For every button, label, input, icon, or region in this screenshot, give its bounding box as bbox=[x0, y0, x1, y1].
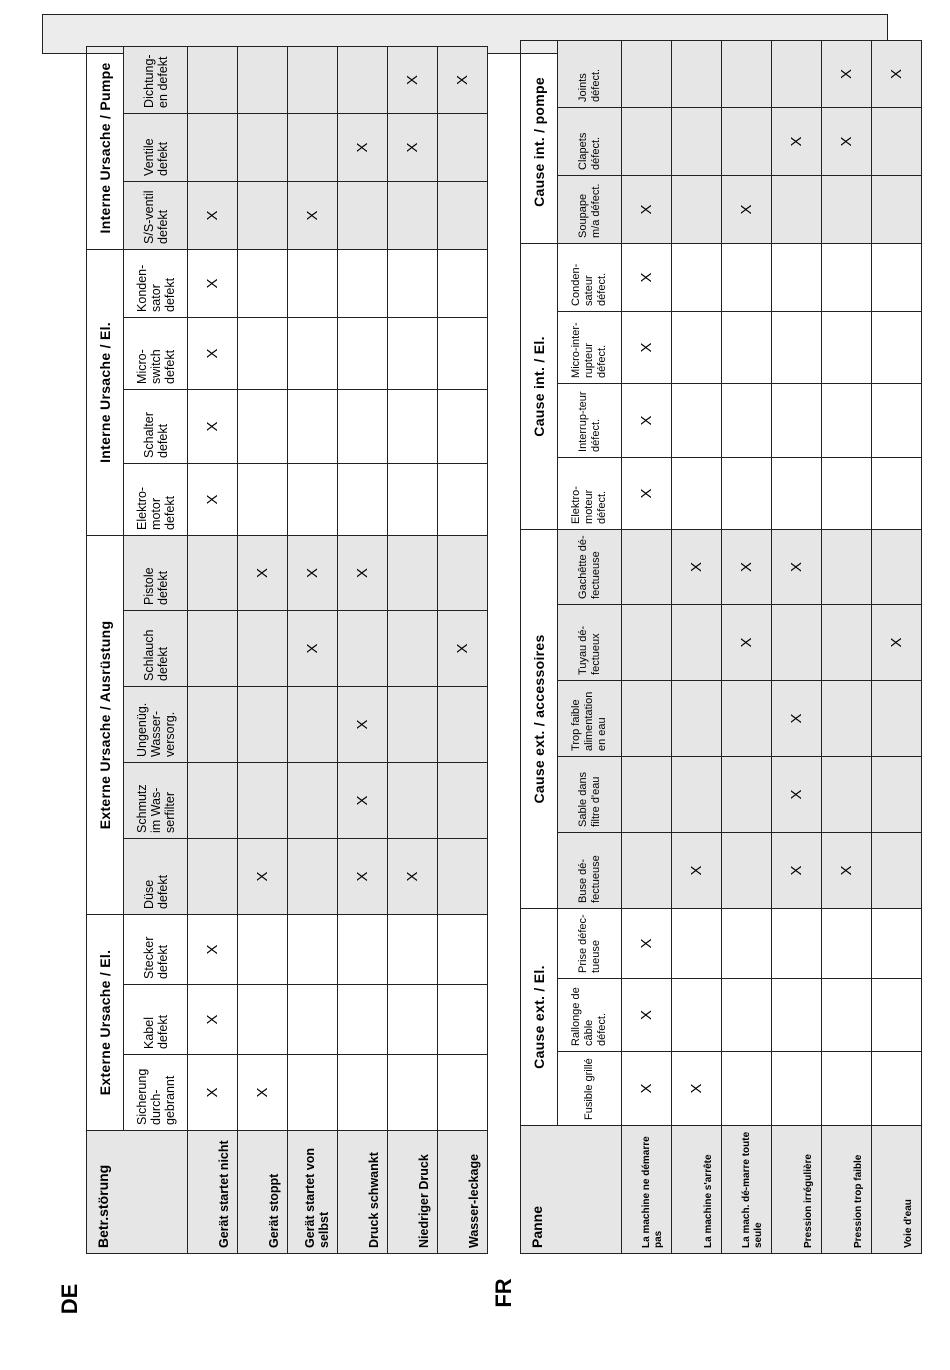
column-header: Ungenüg. Wasser-versorg. bbox=[124, 686, 188, 762]
cause-mark bbox=[238, 610, 288, 686]
cause-mark bbox=[822, 1052, 872, 1126]
cause-mark: X bbox=[288, 610, 338, 686]
cause-mark: X bbox=[188, 317, 238, 389]
cause-mark bbox=[772, 908, 822, 978]
cause-mark bbox=[672, 40, 722, 107]
cause-mark: X bbox=[622, 1052, 672, 1126]
column-header: Kabel defekt bbox=[124, 985, 188, 1055]
cause-mark bbox=[622, 529, 672, 604]
cause-mark: X bbox=[338, 838, 388, 914]
cause-mark bbox=[622, 107, 672, 175]
troubleshooting-table-fr bbox=[520, 68, 917, 1254]
cause-mark bbox=[238, 389, 288, 463]
column-header: Joints défect. bbox=[558, 40, 622, 107]
cause-mark bbox=[672, 107, 722, 175]
cause-mark bbox=[672, 908, 722, 978]
column-header: Micro-switch defekt bbox=[124, 317, 188, 389]
cause-mark: X bbox=[822, 40, 872, 107]
fault-label: Gerät startet von selbst bbox=[288, 1131, 338, 1254]
cause-mark bbox=[822, 529, 872, 604]
cause-mark bbox=[872, 457, 922, 529]
cause-mark bbox=[872, 680, 922, 756]
cause-mark: X bbox=[238, 1055, 288, 1131]
cause-mark bbox=[288, 686, 338, 762]
column-header: Pistole defekt bbox=[124, 535, 188, 610]
cause-mark bbox=[872, 832, 922, 908]
cause-mark bbox=[622, 832, 672, 908]
cause-mark bbox=[672, 457, 722, 529]
column-header: Conden-sateur défect. bbox=[558, 243, 622, 311]
cause-mark bbox=[622, 756, 672, 832]
cause-mark bbox=[188, 686, 238, 762]
cause-mark bbox=[438, 181, 488, 249]
cause-mark bbox=[288, 838, 338, 914]
column-header: Sicherung durch-gebrannt bbox=[124, 1055, 188, 1131]
cause-mark bbox=[722, 243, 772, 311]
cause-mark bbox=[872, 383, 922, 457]
table-row bbox=[872, 40, 922, 1253]
cause-mark: X bbox=[622, 175, 672, 243]
cause-mark bbox=[288, 317, 338, 389]
cause-mark bbox=[772, 979, 822, 1052]
cause-mark bbox=[622, 604, 672, 680]
cause-mark bbox=[238, 686, 288, 762]
cause-mark bbox=[772, 1052, 822, 1126]
cause-mark bbox=[672, 756, 722, 832]
cause-mark: X bbox=[872, 604, 922, 680]
cause-mark bbox=[188, 838, 238, 914]
cause-mark bbox=[722, 979, 772, 1052]
cause-mark bbox=[672, 243, 722, 311]
cause-mark: X bbox=[772, 832, 822, 908]
cause-mark bbox=[822, 457, 872, 529]
cause-mark bbox=[672, 604, 722, 680]
cause-mark: X bbox=[438, 610, 488, 686]
cause-mark bbox=[388, 762, 438, 838]
cause-mark bbox=[438, 914, 488, 984]
cause-mark bbox=[822, 680, 872, 756]
fault-label: Gerät startet nicht bbox=[188, 1131, 238, 1254]
table-row bbox=[338, 46, 388, 1253]
cause-mark bbox=[188, 610, 238, 686]
cause-mark bbox=[672, 979, 722, 1052]
cause-mark bbox=[872, 311, 922, 383]
cause-mark bbox=[338, 914, 388, 984]
column-header: Dichtung-en defekt bbox=[124, 46, 188, 113]
cause-mark: X bbox=[622, 243, 672, 311]
cause-mark bbox=[388, 914, 438, 984]
cause-mark: X bbox=[772, 680, 822, 756]
cause-mark: X bbox=[238, 838, 288, 914]
cause-mark bbox=[438, 838, 488, 914]
column-header: Elektro-moteur défect. bbox=[558, 457, 622, 529]
cause-mark: X bbox=[388, 113, 438, 181]
cause-mark: X bbox=[388, 46, 438, 113]
cause-mark bbox=[388, 686, 438, 762]
fault-label: Pression irrégulière bbox=[772, 1126, 822, 1254]
cause-mark bbox=[722, 756, 772, 832]
cause-mark bbox=[338, 181, 388, 249]
cause-mark bbox=[388, 535, 438, 610]
cause-mark: X bbox=[772, 529, 822, 604]
cause-mark bbox=[438, 249, 488, 317]
cause-mark: X bbox=[338, 762, 388, 838]
fault-label: La machine ne démarre pas bbox=[622, 1126, 672, 1254]
cause-mark bbox=[438, 535, 488, 610]
cause-mark bbox=[238, 985, 288, 1055]
cause-mark bbox=[188, 535, 238, 610]
cause-mark: X bbox=[188, 181, 238, 249]
table-row bbox=[822, 40, 872, 1253]
group-header: Interne Ursache / El. bbox=[87, 249, 124, 535]
table-row bbox=[438, 46, 488, 1253]
cause-mark: X bbox=[622, 979, 672, 1052]
cause-mark: X bbox=[722, 175, 772, 243]
cause-mark bbox=[438, 762, 488, 838]
cause-mark bbox=[722, 680, 772, 756]
cause-mark: X bbox=[238, 535, 288, 610]
cause-mark bbox=[388, 249, 438, 317]
column-header: Schlauch defekt bbox=[124, 610, 188, 686]
cause-mark bbox=[822, 311, 872, 383]
cause-mark: X bbox=[672, 832, 722, 908]
group-header: Cause ext. / accessoires bbox=[521, 529, 558, 908]
cause-mark: X bbox=[672, 529, 722, 604]
cause-mark bbox=[872, 979, 922, 1052]
cause-mark bbox=[772, 311, 822, 383]
fault-label: Wasser-leckage bbox=[438, 1131, 488, 1254]
cause-mark bbox=[388, 317, 438, 389]
cause-mark: X bbox=[872, 40, 922, 107]
cause-mark: X bbox=[288, 181, 338, 249]
cause-mark bbox=[238, 463, 288, 535]
cause-mark bbox=[722, 40, 772, 107]
cause-mark bbox=[872, 175, 922, 243]
corner-header: Panne bbox=[521, 1126, 622, 1254]
column-header: Micro-inter-rupteur défect. bbox=[558, 311, 622, 383]
column-header: Trop faible alimentation en eau bbox=[558, 680, 622, 756]
column-header: Clapets défect. bbox=[558, 107, 622, 175]
cause-mark bbox=[438, 686, 488, 762]
column-header: Düse defekt bbox=[124, 838, 188, 914]
cause-mark bbox=[622, 40, 672, 107]
cause-mark bbox=[238, 762, 288, 838]
cause-mark: X bbox=[288, 535, 338, 610]
column-header: Fusible grillé bbox=[558, 1052, 622, 1126]
cause-mark bbox=[388, 1055, 438, 1131]
cause-mark: X bbox=[188, 1055, 238, 1131]
fault-label: La mach. dé-marre toute seule bbox=[722, 1126, 772, 1254]
group-header: Interne Ursache / Pumpe bbox=[87, 46, 124, 249]
cause-mark bbox=[822, 175, 872, 243]
group-header: Cause int. / pompe bbox=[521, 40, 558, 243]
cause-mark bbox=[622, 680, 672, 756]
cause-mark bbox=[772, 457, 822, 529]
fault-label: Niedriger Druck bbox=[388, 1131, 438, 1254]
column-header: Buse dé-fectueuse bbox=[558, 832, 622, 908]
column-header: Elektro-motor defekt bbox=[124, 463, 188, 535]
cause-mark bbox=[288, 914, 338, 984]
cause-mark bbox=[238, 113, 288, 181]
cause-mark bbox=[822, 604, 872, 680]
cause-mark bbox=[288, 985, 338, 1055]
cause-mark: X bbox=[338, 686, 388, 762]
cause-mark: X bbox=[722, 604, 772, 680]
cause-mark: X bbox=[622, 908, 672, 978]
cause-mark bbox=[338, 317, 388, 389]
cause-mark bbox=[438, 113, 488, 181]
cause-mark bbox=[338, 46, 388, 113]
cause-mark bbox=[238, 317, 288, 389]
cause-mark bbox=[822, 908, 872, 978]
column-header: Ventile defekt bbox=[124, 113, 188, 181]
group-header: Externe Ursache / El. bbox=[87, 914, 124, 1130]
cause-mark: X bbox=[188, 389, 238, 463]
cause-mark: X bbox=[188, 463, 238, 535]
cause-mark bbox=[872, 529, 922, 604]
cause-mark bbox=[772, 383, 822, 457]
cause-mark bbox=[722, 832, 772, 908]
cause-mark bbox=[188, 113, 238, 181]
cause-mark: X bbox=[438, 46, 488, 113]
cause-mark bbox=[338, 610, 388, 686]
cause-mark bbox=[188, 46, 238, 113]
cause-mark bbox=[872, 908, 922, 978]
table-row bbox=[722, 40, 772, 1253]
cause-mark bbox=[238, 181, 288, 249]
cause-mark bbox=[438, 463, 488, 535]
cause-mark: X bbox=[672, 1052, 722, 1126]
cause-mark bbox=[772, 604, 822, 680]
cause-mark: X bbox=[622, 457, 672, 529]
cause-mark bbox=[288, 389, 338, 463]
cause-mark bbox=[672, 383, 722, 457]
cause-mark bbox=[872, 107, 922, 175]
cause-mark bbox=[388, 985, 438, 1055]
table-row bbox=[772, 40, 822, 1253]
cause-mark bbox=[338, 463, 388, 535]
cause-mark bbox=[722, 311, 772, 383]
cause-mark bbox=[288, 46, 338, 113]
cause-mark: X bbox=[188, 985, 238, 1055]
column-header: Schmutz im Was-serfilter bbox=[124, 762, 188, 838]
cause-mark bbox=[772, 175, 822, 243]
fault-label: Druck schwankt bbox=[338, 1131, 388, 1254]
fault-label: Voie d'eau bbox=[872, 1126, 922, 1254]
group-header: Cause int. / El. bbox=[521, 243, 558, 529]
cause-mark bbox=[722, 107, 772, 175]
table-row bbox=[388, 46, 438, 1253]
cause-mark bbox=[772, 40, 822, 107]
cause-mark: X bbox=[722, 529, 772, 604]
cause-mark: X bbox=[388, 838, 438, 914]
cause-mark bbox=[288, 463, 338, 535]
column-header: Stecker defekt bbox=[124, 914, 188, 984]
cause-mark bbox=[772, 243, 822, 311]
cause-mark bbox=[288, 113, 338, 181]
column-header: Soupape m/a défect. bbox=[558, 175, 622, 243]
cause-mark bbox=[188, 762, 238, 838]
column-header: Prise défec-tueuse bbox=[558, 908, 622, 978]
cause-mark bbox=[872, 243, 922, 311]
cause-mark: X bbox=[188, 914, 238, 984]
column-header: Interrup-teur défect. bbox=[558, 383, 622, 457]
fault-label: La machine s'arrête bbox=[672, 1126, 722, 1254]
cause-mark bbox=[822, 383, 872, 457]
cause-mark bbox=[672, 175, 722, 243]
column-header: Sable dans filtre d'eau bbox=[558, 756, 622, 832]
corner-header: Betr.störung bbox=[87, 1131, 188, 1254]
cause-mark bbox=[238, 46, 288, 113]
cause-mark bbox=[722, 457, 772, 529]
cause-mark bbox=[438, 985, 488, 1055]
column-header: Schalter defekt bbox=[124, 389, 188, 463]
column-header: Gachêtte dé-fectueuse bbox=[558, 529, 622, 604]
cause-mark bbox=[288, 762, 338, 838]
table-row bbox=[622, 40, 672, 1253]
cause-mark: X bbox=[622, 311, 672, 383]
cause-mark bbox=[238, 914, 288, 984]
cause-mark bbox=[388, 610, 438, 686]
cause-mark: X bbox=[822, 832, 872, 908]
table-row bbox=[238, 46, 288, 1253]
troubleshooting-table-de bbox=[86, 54, 483, 1254]
cause-mark bbox=[288, 1055, 338, 1131]
group-header: Externe Ursache / Ausrüstung bbox=[87, 535, 124, 914]
cause-mark bbox=[822, 756, 872, 832]
cause-mark bbox=[872, 756, 922, 832]
cause-mark bbox=[722, 1052, 772, 1126]
cause-mark bbox=[672, 311, 722, 383]
cause-mark: X bbox=[338, 535, 388, 610]
cause-mark bbox=[822, 243, 872, 311]
cause-mark: X bbox=[772, 756, 822, 832]
cause-mark bbox=[388, 463, 438, 535]
table-row bbox=[672, 40, 722, 1253]
cause-mark: X bbox=[772, 107, 822, 175]
cause-mark: X bbox=[188, 249, 238, 317]
cause-mark bbox=[438, 317, 488, 389]
cause-mark: X bbox=[338, 113, 388, 181]
cause-mark bbox=[338, 389, 388, 463]
column-header: Konden-sator defekt bbox=[124, 249, 188, 317]
cause-mark bbox=[822, 979, 872, 1052]
fault-label: Gerät stoppt bbox=[238, 1131, 288, 1254]
cause-mark bbox=[288, 249, 338, 317]
cause-mark bbox=[338, 249, 388, 317]
cause-mark: X bbox=[822, 107, 872, 175]
table-row bbox=[288, 46, 338, 1253]
column-header: Rallonge de câble défect. bbox=[558, 979, 622, 1052]
cause-mark bbox=[388, 389, 438, 463]
cause-mark bbox=[722, 383, 772, 457]
cause-mark: X bbox=[622, 383, 672, 457]
cause-mark bbox=[872, 1052, 922, 1126]
column-header: Tuyau dé-fectueux bbox=[558, 604, 622, 680]
cause-mark bbox=[238, 249, 288, 317]
cause-mark bbox=[388, 181, 438, 249]
table-row bbox=[188, 46, 238, 1253]
cause-mark bbox=[338, 1055, 388, 1131]
cause-mark bbox=[672, 680, 722, 756]
fault-label: Pression trop faible bbox=[822, 1126, 872, 1254]
section-label-de: DE bbox=[57, 1283, 82, 1315]
section-label-fr: FR bbox=[491, 1278, 516, 1308]
cause-mark bbox=[438, 1055, 488, 1131]
cause-mark bbox=[338, 985, 388, 1055]
group-header: Cause ext. / El. bbox=[521, 908, 558, 1125]
cause-mark bbox=[722, 908, 772, 978]
cause-mark bbox=[438, 389, 488, 463]
column-header: S/S-ventil defekt bbox=[124, 181, 188, 249]
